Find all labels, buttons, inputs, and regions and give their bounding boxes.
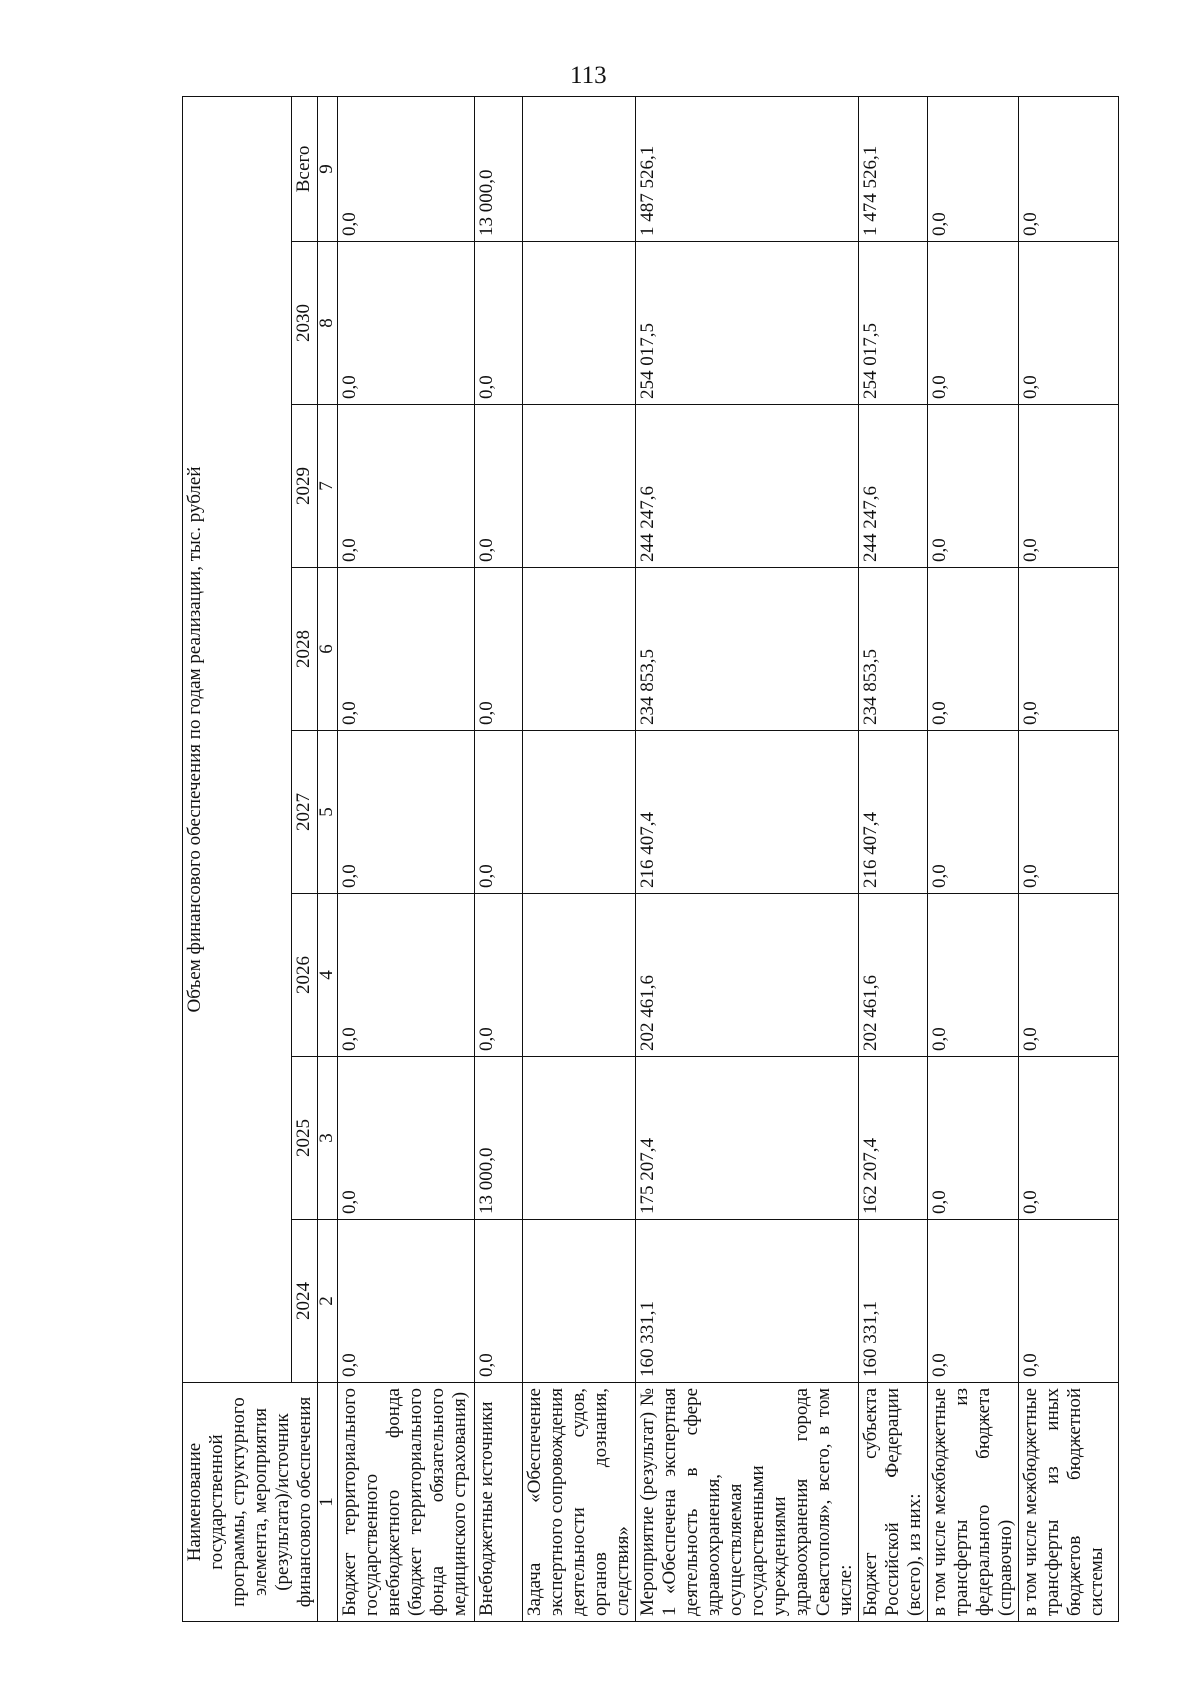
value-cell: 0,0 [338,1220,475,1383]
year-header: 2024 [292,1220,318,1383]
value-cell: 0,0 [475,731,523,894]
column-number: 9 [318,96,338,241]
year-header: 2026 [292,894,318,1057]
column-number: 3 [318,1057,338,1220]
value-cell: 175 207,4 [636,1057,859,1220]
column-number: 7 [318,405,338,568]
row-name: Внебюджетные источники [475,1383,523,1622]
column-number: 4 [318,894,338,1057]
table-row [1019,96,1119,1621]
value-cell: 13 000,0 [475,1057,523,1220]
column-number: 5 [318,731,338,894]
value-cell: 202 461,6 [859,894,928,1057]
value-cell: 254 017,5 [859,242,928,405]
value-cell [523,568,636,731]
column-number-row [318,96,338,1621]
value-cell: 0,0 [928,96,1019,241]
table-row [338,96,475,1621]
value-cell [523,894,636,1057]
value-cell: 0,0 [475,405,523,568]
value-cell: 0,0 [1019,405,1119,568]
column-number: 6 [318,568,338,731]
value-cell: 0,0 [1019,1220,1119,1383]
row-name: в том числе межбюджетные трансферты из федерального бюджета (справочно) [928,1383,1019,1622]
row-name: Мероприятие (результат) № 1 «Обеспечена экспертная деятельность в сфере здравоохранения, осуществляемая государственными учреждениями здравоохранения города Севастополя», всего, в том числе: [636,1383,859,1622]
value-cell: 0,0 [338,96,475,241]
year-header: 2028 [292,568,318,731]
value-cell: 0,0 [928,242,1019,405]
row-name: в том числе межбюджетные трансферты из иных бюджетов бюджетной системы [1019,1383,1119,1622]
value-cell: 0,0 [928,894,1019,1057]
value-cell: 0,0 [1019,731,1119,894]
value-cell: 160 331,1 [859,1220,928,1383]
value-cell [523,731,636,894]
rotated-table-wrapper [182,97,1107,1622]
value-cell: 162 207,4 [859,1057,928,1220]
value-cell: 160 331,1 [636,1220,859,1383]
value-cell: 0,0 [1019,96,1119,241]
row-name: Бюджет субъекта Российской Федерации (всего), из них: [859,1383,928,1622]
year-header: 2027 [292,731,318,894]
header-row-caption [183,96,292,1621]
value-cell: 0,0 [928,405,1019,568]
year-header: 2029 [292,405,318,568]
value-cell [523,96,636,241]
value-cell [523,1220,636,1383]
value-cell: 0,0 [1019,1057,1119,1220]
value-cell: 0,0 [1019,568,1119,731]
value-cell [523,1057,636,1220]
value-cell: 234 853,5 [859,568,928,731]
row-name: Бюджет территориального государственного внебюджетного фонда (бюджет территориального фонда обязательного медицинского страхования) [338,1383,475,1622]
table-row [475,96,523,1621]
value-cell: 244 247,6 [636,405,859,568]
value-cell: 0,0 [338,894,475,1057]
value-cell: 254 017,5 [636,242,859,405]
value-cell: 13 000,0 [475,96,523,241]
column-number: 8 [318,242,338,405]
table-row [636,96,859,1621]
value-cell [523,242,636,405]
year-header: 2030 [292,242,318,405]
header-name-cell: Наименование государственной программы, структурного элемента, мероприятия (результата)/источник финансового обеспечения [183,1383,318,1622]
value-cell: 0,0 [475,568,523,731]
value-cell: 244 247,6 [859,405,928,568]
year-header: Всего [292,96,318,241]
value-cell: 0,0 [338,1057,475,1220]
year-header: 2025 [292,1057,318,1220]
value-cell: 0,0 [475,1220,523,1383]
column-number: 1 [318,1383,338,1622]
table-row [928,96,1019,1621]
value-cell: 0,0 [928,731,1019,894]
value-cell [523,405,636,568]
value-cell: 0,0 [338,568,475,731]
value-cell: 0,0 [475,242,523,405]
value-cell: 216 407,4 [859,731,928,894]
value-cell: 0,0 [928,1057,1019,1220]
value-cell: 0,0 [928,1220,1019,1383]
value-cell: 0,0 [338,242,475,405]
value-cell: 0,0 [1019,242,1119,405]
value-cell: 202 461,6 [636,894,859,1057]
value-cell: 0,0 [338,731,475,894]
value-cell: 1 474 526,1 [859,96,928,241]
financing-table [182,96,1119,1622]
row-name: Задача «Обеспечение экспертного сопровождения деятельности судов, органов дознания, следствия» [523,1383,636,1622]
page-number: 113 [570,62,607,89]
value-cell: 0,0 [928,568,1019,731]
value-cell: 234 853,5 [636,568,859,731]
value-cell: 0,0 [1019,894,1119,1057]
table-row [523,96,636,1621]
value-cell: 0,0 [338,405,475,568]
value-cell: 0,0 [475,894,523,1057]
value-cell: 216 407,4 [636,731,859,894]
value-cell: 1 487 526,1 [636,96,859,241]
table-row [859,96,928,1621]
header-volume-caption: Объем финансового обеспечения по годам реализации, тыс. рублей [183,96,292,1382]
column-number: 2 [318,1220,338,1383]
